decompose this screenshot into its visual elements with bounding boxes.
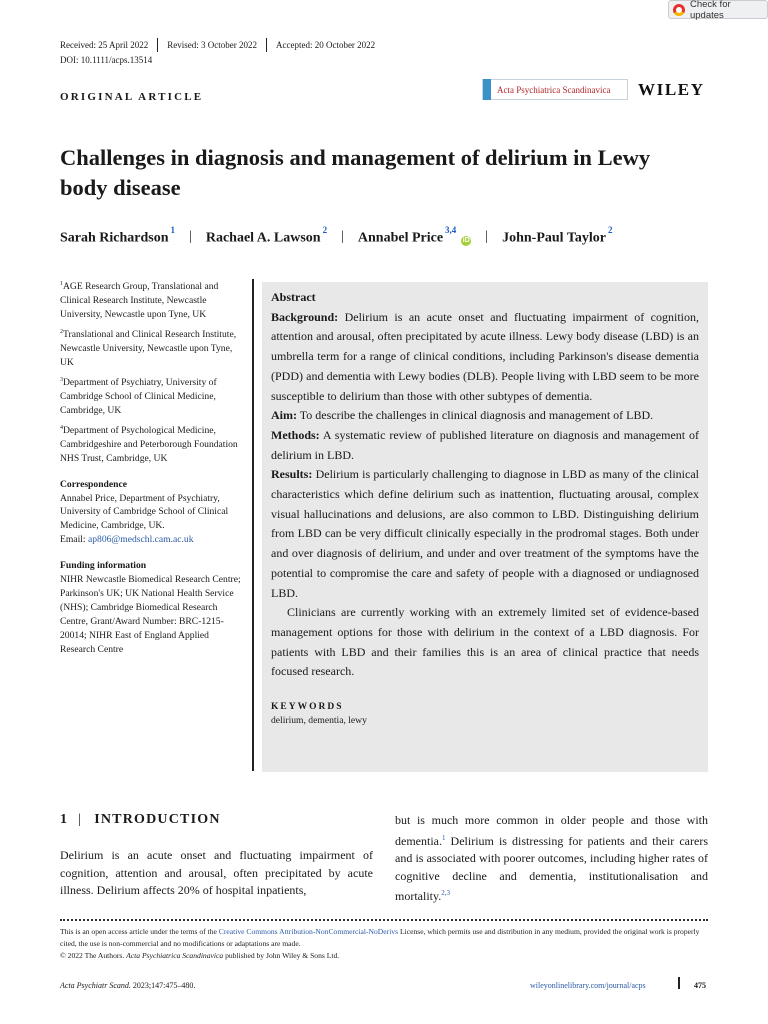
abstract-box [262,282,708,772]
divider [157,38,158,52]
received-date: Received: 25 April 2022 [60,40,149,50]
keywords: delirium, dementia, lewy [271,715,367,727]
check-for-updates-button[interactable] [668,0,768,19]
funding-text: NIHR Newcastle Biomedical Research Centre; Parkinson's UK; UK National Health Service (NHS); Cambridge Biomedical Research Centre, Grant/Award Number: BRC-1215-20014; NIHR East of England Applied Research Centre [60,574,241,655]
section-heading: 1 | INTRODUCTION [60,812,221,827]
page-number: 475 [694,981,706,990]
author-name[interactable]: Annabel Price$^{3,4}$iD [357,225,470,246]
author-separator: | [189,229,192,245]
affiliation: $^3$Department of Psychiatry, University of Cambridge School of Clinical Medicine, Cambridge, UK [60,376,217,416]
crossmark-icon [673,4,685,16]
funding-heading: Funding information [60,560,147,572]
article-type: ORIGINAL ARTICLE [60,91,204,103]
author-separator: | [341,229,344,245]
sidebar-info [60,278,245,657]
correspondence-heading: Correspondence [60,478,127,490]
license-link[interactable]: Creative Commons Attribution-NonCommercial-NoDerivs [218,927,399,936]
footnote-divider [60,919,708,921]
journal-name: Acta Psychiatrica Scandinavica [497,84,611,95]
publication-dates [60,38,375,52]
abstract-aim: Aim: To describe the challenges in clinical diagnosis and management of LBD. [271,408,654,423]
citation-link[interactable]: 2,3 [441,889,450,897]
author-name[interactable]: John-Paul Taylor$^2$ [502,225,613,246]
abstract-heading: Abstract [271,290,316,304]
footer-separator [678,977,680,989]
article-title: Challenges in diagnosis and management of delirium in Lewy body disease [60,145,651,200]
author-name[interactable]: Sarah Richardson$^1$ [60,225,176,246]
journal-logo-bar [483,79,491,100]
accepted-date: Accepted: 20 October 2022 [275,40,376,50]
journal-url-link[interactable]: wileyonlinelibrary.com/journal/acps [530,981,646,990]
author-separator: | [485,229,489,245]
abstract-results-continued: Clinicians are currently working with an extremely limited set of evidence-based management options for those with delirium in the context of a LBD diagnosis. For patients with LBD and their families this is an area of clinical practice that needs focused research. [271,605,699,679]
citation-link[interactable]: 1 [441,833,446,842]
email-link[interactable]: ap806@medschl.cam.ac.uk [87,534,194,546]
affiliation: $^4$Department of Psychological Medicine, Cambridgeshire and Peterborough Foundation NHS Trust, Cambridge, UK [60,424,238,464]
publisher-logo[interactable]: WILEY [638,80,705,99]
column-divider [252,279,254,771]
body-text-left: Delirium is an acute onset and fluctuating impairment of cognition, attention and arousal, often precipitated by acute illness. Delirium affects 20% of hospital inpatients, [60,848,373,897]
check-for-updates-label: Check for updates [689,0,731,21]
abstract-background: Background: Delirium is an acute onset and fluctuating impairment of cognition, attention and arousal, often precipitated by acute illness. Lewy body disease (LBD) is an umbrella term for a range of clinical conditions, including Parkinson's disease dementia (PDD) and dementia with Lewy bodies (DLB). People living with LBD seem to be more susceptible to delirium than those with other subtypes of dementia. [271,309,699,403]
correspondence-text: Annabel Price, Department of Psychiatry, University of Cambridge School of Clinical Medicine, Cambridge, UK. Email: ap806@medschl.cam.ac.uk [60,492,229,546]
abstract-results: Results: Delirium is particularly challenging to diagnose in LBD as many of the clinical characteristics which define delirium such as inattention, fluctuating arousal, complex visual hallucinations and delusions, are also common to LBD. Distinguishing delirium from LBD can be very difficult clinically especially in the prodromal stages. Both under and over diagnosis of delirium, and under and over treatment of the symptoms have the potential to compromise the care and safety of people with a diagnosed or undiagnosed LBD. [271,467,699,600]
footer-citation: Acta Psychiatr Scand. 2023;147:475–480. [60,981,196,990]
license-note: This is an open access article under the terms of the Creative Commons Attribution-NonCommercial-NoDerivs License, which permits use and distribution in any medium, provided the original work is properly cited, the use is non-commercial and no modifications or adaptations are made. © 2022 The Authors. Acta Psychiatrica Scandinavica published by John Wiley & Sons Ltd. [60,927,700,960]
body-text-right: but is much more common in older people and those with dementia.$^1$ Delirium is distressing for patients and their carers and is associated with poorer outcomes, including higher rates of cognitive decline and dementia, institutionalisation and mortality.$^{2,3}$ [395,813,708,903]
author-list [60,225,613,247]
orcid-icon[interactable]: iD [462,236,470,244]
journal-logo[interactable] [482,79,628,100]
author-name[interactable]: Rachael A. Lawson$^2$ [205,225,328,246]
affiliation: $^1$AGE Research Group, Translational and Clinical Research Institute, Newcastle University, Newcastle upon Tyne, UK [60,281,219,320]
revised-date: Revised: 3 October 2022 [167,40,257,50]
doi[interactable]: DOI: 10.1111/acps.13514 [60,55,153,65]
affiliation: $^2$Translational and Clinical Research Institute, Newcastle University, Newcastle upon Tyne, UK [60,328,237,368]
keywords-heading: KEYWORDS [271,702,344,713]
divider [266,38,267,52]
abstract-methods: Methods: A systematic review of published literature on diagnosis and management of delirium in LBD. [271,427,699,462]
